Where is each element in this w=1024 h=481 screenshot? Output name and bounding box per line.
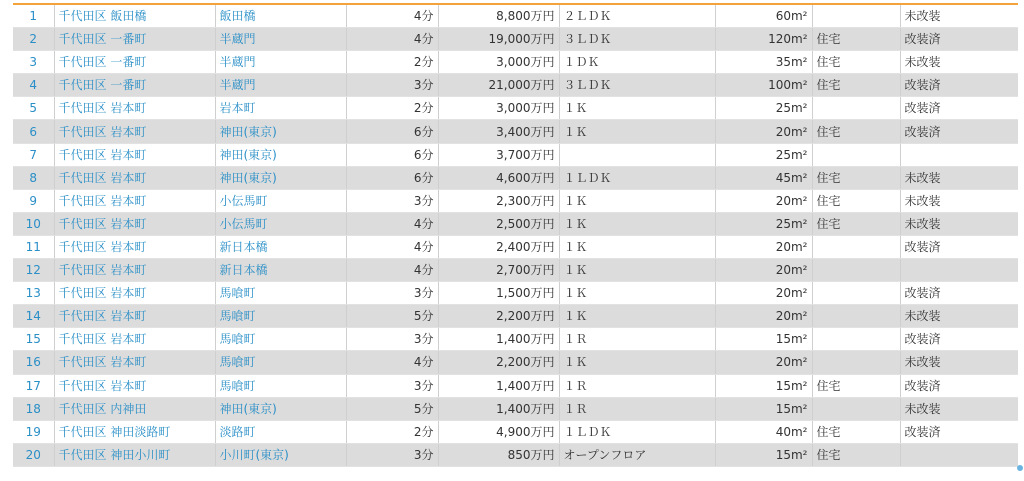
table-row [13,282,1018,305]
table-row [13,420,1018,443]
layout-cell: １ＬＤＫ [559,420,715,443]
area-cell: 25m² [715,212,812,235]
walk-time-cell: 4分 [346,212,438,235]
price-cell: 2,700万円 [438,259,559,282]
property-listing-table [13,5,1018,467]
table-row [13,74,1018,97]
area-cell: 15m² [715,328,812,351]
layout-cell: １Ｋ [559,282,715,305]
renovation-cell: 改装済 [900,374,1018,397]
layout-cell: １Ｒ [559,397,715,420]
layout-cell: １Ｋ [559,259,715,282]
area-cell: 25m² [715,97,812,120]
type-cell: 住宅 [812,51,900,74]
renovation-cell: 未改装 [900,212,1018,235]
area-cell: 15m² [715,443,812,466]
type-cell [812,397,900,420]
area-cell: 20m² [715,189,812,212]
station-link[interactable]: 半蔵門 [215,51,346,74]
type-cell: 住宅 [812,443,900,466]
layout-cell: ２ＬＤＫ [559,5,715,28]
renovation-cell: 改装済 [900,328,1018,351]
table-row [13,328,1018,351]
station-link[interactable]: 小伝馬町 [215,212,346,235]
station-link[interactable]: 小川町(東京) [215,443,346,466]
row-number-link[interactable]: 17 [13,374,54,397]
table-row [13,443,1018,466]
layout-cell: １Ｋ [559,305,715,328]
address-link[interactable]: 千代田区 飯田橋 [54,5,215,28]
table-row [13,212,1018,235]
table-row [13,28,1018,51]
renovation-cell: 改装済 [900,120,1018,143]
price-cell: 8,800万円 [438,5,559,28]
address-link[interactable]: 千代田区 岩本町 [54,282,215,305]
row-number-link[interactable]: 20 [13,443,54,466]
walk-time-cell: 2分 [346,97,438,120]
station-link[interactable]: 馬喰町 [215,305,346,328]
walk-time-cell: 3分 [346,443,438,466]
walk-time-cell: 4分 [346,235,438,258]
renovation-cell: 改装済 [900,235,1018,258]
layout-cell: オープンフロア [559,443,715,466]
row-number-link[interactable]: 4 [13,74,54,97]
type-cell [812,328,900,351]
price-cell: 2,200万円 [438,351,559,374]
row-number-link[interactable]: 15 [13,328,54,351]
station-link[interactable]: 新日本橋 [215,235,346,258]
station-link[interactable]: 神田(東京) [215,143,346,166]
area-cell: 100m² [715,74,812,97]
walk-time-cell: 3分 [346,374,438,397]
station-link[interactable]: 神田(東京) [215,120,346,143]
table-body [13,5,1018,466]
address-link[interactable]: 千代田区 岩本町 [54,120,215,143]
type-cell: 住宅 [812,120,900,143]
renovation-cell: 未改装 [900,189,1018,212]
walk-time-cell: 4分 [346,259,438,282]
table-row [13,351,1018,374]
renovation-cell: 改装済 [900,74,1018,97]
price-cell: 4,600万円 [438,166,559,189]
scroll-indicator-dot [1017,465,1023,471]
row-number-link[interactable]: 14 [13,305,54,328]
renovation-cell: 改装済 [900,97,1018,120]
type-cell [812,143,900,166]
row-number-link[interactable]: 10 [13,212,54,235]
layout-cell: １ＬＤＫ [559,166,715,189]
renovation-cell: 未改装 [900,166,1018,189]
area-cell: 20m² [715,120,812,143]
price-cell: 2,500万円 [438,212,559,235]
table-row [13,235,1018,258]
renovation-cell: 未改装 [900,305,1018,328]
renovation-cell [900,259,1018,282]
address-link[interactable]: 千代田区 一番町 [54,28,215,51]
type-cell: 住宅 [812,166,900,189]
area-cell: 120m² [715,28,812,51]
address-link[interactable]: 千代田区 岩本町 [54,328,215,351]
row-number-link[interactable]: 8 [13,166,54,189]
renovation-cell: 未改装 [900,5,1018,28]
price-cell: 19,000万円 [438,28,559,51]
address-link[interactable]: 千代田区 一番町 [54,51,215,74]
walk-time-cell: 3分 [346,282,438,305]
table-row [13,120,1018,143]
renovation-cell [900,143,1018,166]
area-cell: 60m² [715,5,812,28]
price-cell: 1,400万円 [438,374,559,397]
table-row [13,189,1018,212]
price-cell: 3,000万円 [438,51,559,74]
walk-time-cell: 6分 [346,166,438,189]
area-cell: 35m² [715,51,812,74]
row-number-link[interactable]: 18 [13,397,54,420]
layout-cell: １Ｋ [559,212,715,235]
address-link[interactable]: 千代田区 岩本町 [54,305,215,328]
layout-cell: １ＤＫ [559,51,715,74]
station-link[interactable]: 馬喰町 [215,282,346,305]
price-cell: 850万円 [438,443,559,466]
walk-time-cell: 2分 [346,51,438,74]
type-cell: 住宅 [812,212,900,235]
price-cell: 2,300万円 [438,189,559,212]
price-cell: 3,400万円 [438,120,559,143]
layout-cell: １Ｒ [559,328,715,351]
layout-cell: ３ＬＤＫ [559,74,715,97]
price-cell: 1,400万円 [438,328,559,351]
station-link[interactable]: 岩本町 [215,97,346,120]
area-cell: 25m² [715,143,812,166]
type-cell [812,5,900,28]
type-cell: 住宅 [812,374,900,397]
station-link[interactable]: 馬喰町 [215,328,346,351]
station-link[interactable]: 小伝馬町 [215,189,346,212]
station-link[interactable]: 新日本橋 [215,259,346,282]
layout-cell [559,143,715,166]
address-link[interactable]: 千代田区 岩本町 [54,166,215,189]
address-link[interactable]: 千代田区 一番町 [54,74,215,97]
row-number-link[interactable]: 13 [13,282,54,305]
type-cell: 住宅 [812,189,900,212]
table-row [13,143,1018,166]
address-link[interactable]: 千代田区 岩本町 [54,374,215,397]
address-link[interactable]: 千代田区 岩本町 [54,235,215,258]
layout-cell: １Ｋ [559,235,715,258]
layout-cell: １Ｋ [559,120,715,143]
table-row [13,5,1018,28]
price-cell: 3,700万円 [438,143,559,166]
area-cell: 15m² [715,397,812,420]
address-link[interactable]: 千代田区 岩本町 [54,212,215,235]
walk-time-cell: 2分 [346,420,438,443]
renovation-cell: 改装済 [900,28,1018,51]
area-cell: 40m² [715,420,812,443]
table-row [13,305,1018,328]
walk-time-cell: 5分 [346,305,438,328]
renovation-cell: 未改装 [900,397,1018,420]
type-cell [812,351,900,374]
walk-time-cell: 3分 [346,74,438,97]
station-link[interactable]: 神田(東京) [215,166,346,189]
area-cell: 20m² [715,235,812,258]
walk-time-cell: 4分 [346,28,438,51]
renovation-cell [900,443,1018,466]
price-cell: 2,200万円 [438,305,559,328]
walk-time-cell: 6分 [346,143,438,166]
row-number-link[interactable]: 5 [13,97,54,120]
area-cell: 20m² [715,305,812,328]
address-link[interactable]: 千代田区 岩本町 [54,351,215,374]
walk-time-cell: 3分 [346,189,438,212]
table-row [13,166,1018,189]
area-cell: 45m² [715,166,812,189]
row-number-link[interactable]: 12 [13,259,54,282]
area-cell: 20m² [715,351,812,374]
layout-cell: ３ＬＤＫ [559,28,715,51]
row-number-link[interactable]: 3 [13,51,54,74]
address-link[interactable]: 千代田区 神田淡路町 [54,420,215,443]
row-number-link[interactable]: 19 [13,420,54,443]
row-number-link[interactable]: 2 [13,28,54,51]
type-cell: 住宅 [812,28,900,51]
type-cell [812,97,900,120]
table-row [13,374,1018,397]
station-link[interactable]: 馬喰町 [215,374,346,397]
address-link[interactable]: 千代田区 内神田 [54,397,215,420]
row-number-link[interactable]: 1 [13,5,54,28]
type-cell: 住宅 [812,420,900,443]
row-number-link[interactable]: 7 [13,143,54,166]
layout-cell: １Ｋ [559,97,715,120]
type-cell [812,282,900,305]
walk-time-cell: 6分 [346,120,438,143]
type-cell [812,235,900,258]
table-row [13,97,1018,120]
row-number-link[interactable]: 11 [13,235,54,258]
table-row [13,51,1018,74]
type-cell: 住宅 [812,74,900,97]
row-number-link[interactable]: 16 [13,351,54,374]
price-cell: 1,500万円 [438,282,559,305]
station-link[interactable]: 飯田橋 [215,5,346,28]
address-link[interactable]: 千代田区 岩本町 [54,97,215,120]
row-number-link[interactable]: 9 [13,189,54,212]
station-link[interactable]: 淡路町 [215,420,346,443]
row-number-link[interactable]: 6 [13,120,54,143]
price-cell: 3,000万円 [438,97,559,120]
layout-cell: １Ｋ [559,351,715,374]
area-cell: 20m² [715,259,812,282]
layout-cell: １Ｋ [559,189,715,212]
renovation-cell: 未改装 [900,51,1018,74]
price-cell: 21,000万円 [438,74,559,97]
renovation-cell: 改装済 [900,420,1018,443]
address-link[interactable]: 千代田区 岩本町 [54,143,215,166]
table-row [13,259,1018,282]
area-cell: 20m² [715,282,812,305]
price-cell: 2,400万円 [438,235,559,258]
address-link[interactable]: 千代田区 岩本町 [54,259,215,282]
price-cell: 1,400万円 [438,397,559,420]
type-cell [812,305,900,328]
station-link[interactable]: 神田(東京) [215,397,346,420]
walk-time-cell: 5分 [346,397,438,420]
walk-time-cell: 4分 [346,351,438,374]
address-link[interactable]: 千代田区 神田小川町 [54,443,215,466]
walk-time-cell: 4分 [346,5,438,28]
station-link[interactable]: 半蔵門 [215,74,346,97]
walk-time-cell: 3分 [346,328,438,351]
layout-cell: １Ｒ [559,374,715,397]
table-row [13,397,1018,420]
station-link[interactable]: 馬喰町 [215,351,346,374]
station-link[interactable]: 半蔵門 [215,28,346,51]
renovation-cell: 未改装 [900,351,1018,374]
area-cell: 15m² [715,374,812,397]
type-cell [812,259,900,282]
address-link[interactable]: 千代田区 岩本町 [54,189,215,212]
price-cell: 4,900万円 [438,420,559,443]
renovation-cell: 改装済 [900,282,1018,305]
